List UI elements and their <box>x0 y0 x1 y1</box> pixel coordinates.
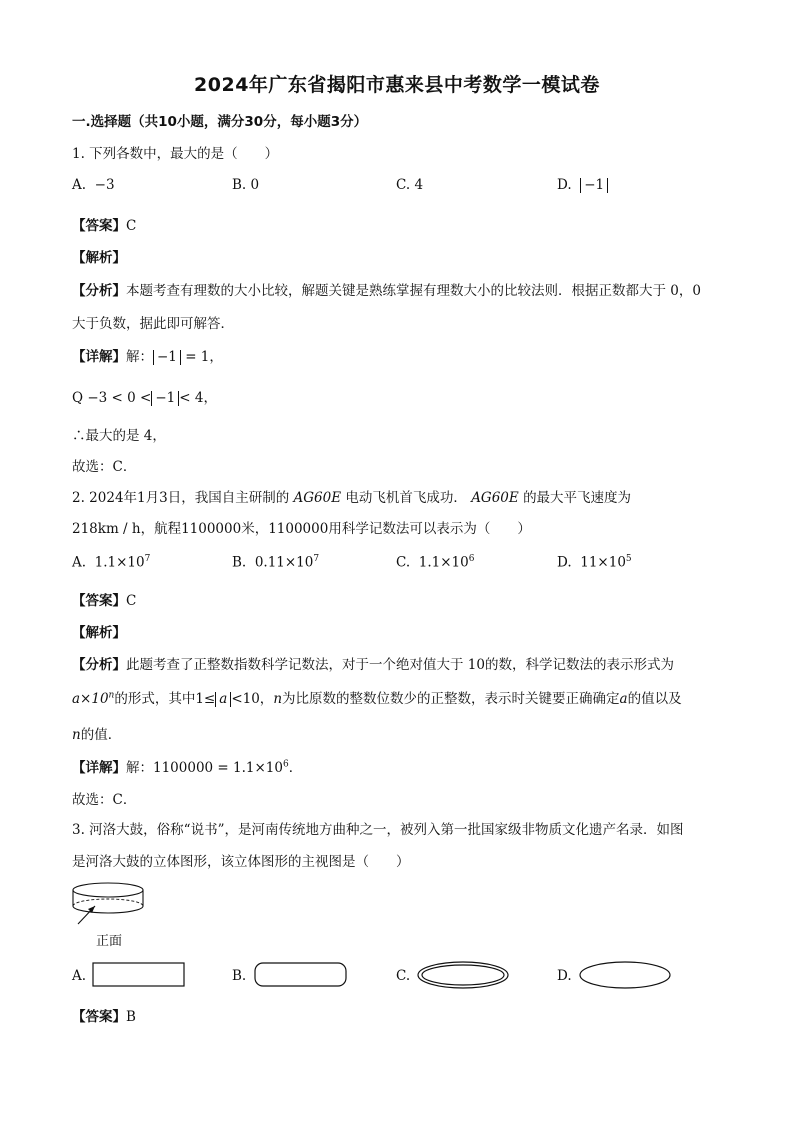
q3-option-c-label: C. <box>396 968 411 984</box>
q1-fenxi-line2: 大于负数，据此即可解答． <box>72 316 234 332</box>
q3-stem-line1: 3. 河洛大鼓，俗称“说书”，是河南传统地方曲种之一，被列入第一批国家级非物质文化遗产名录．如图 <box>72 822 684 838</box>
q1-analysis-tag: 【解析】 <box>72 250 126 266</box>
q2-stem-line2: 218km / h，航程1100000米，1100000用科学记数法可以表示为（ ） <box>72 521 531 537</box>
q2-fenxi-line3: n的值． <box>72 727 122 743</box>
q3-stem-line2: 是河洛大鼓的立体图形，该立体图形的主视图是（ ） <box>72 854 410 870</box>
q2-stem-line1: 2. 2024年1月3日，我国自主研制的 AG60E 电动飞机首飞成功． AG60E 的最大平飞速度为 <box>72 490 632 506</box>
q2-option-a: A. $1.1\times 10^7$ <box>72 554 151 571</box>
q2-analysis-tag: 【解析】 <box>72 625 126 641</box>
page-title: 2024年广东省揭阳市惠来县中考数学一模试卷 <box>194 74 600 96</box>
q1-detail: 【详解】解： −1 = 1， <box>72 349 223 365</box>
q3-option-a-rectangle <box>92 962 186 988</box>
q1-option-b: B. 0 <box>232 177 260 193</box>
q1-fenxi-line1: 【分析】本题考查有理数的大小比较，解题关键是熟练掌握有理数大小的比较法则．根据正数都大于 0，0 <box>72 283 701 299</box>
q2-fenxi-line2: $a\times 10^n$的形式，其中1≤ a <10，n为比原数的整数位数少的正整数，表示时关键要正确确定a的值以及 <box>72 690 682 707</box>
q1-answer: 【答案】C <box>72 218 137 234</box>
q1-choose: 故选：C． <box>72 459 137 475</box>
q1-option-a: A. −3 <box>72 177 115 193</box>
q1-option-d: D. −1 <box>557 177 608 193</box>
q1-stem: 1. 下列各数中，最大的是（ ） <box>72 146 279 162</box>
q3-option-d-label: D. <box>557 968 572 984</box>
q2-option-c: C. $1.1\times 10^6$ <box>396 554 475 571</box>
front-label: 正面 <box>96 934 123 949</box>
q3-option-b-rounded-rect <box>254 962 348 988</box>
q3-answer: 【答案】B <box>72 1009 136 1025</box>
q1-step3: ∴最大的是 4， <box>72 428 166 444</box>
q3-option-b-label: B. <box>232 968 247 984</box>
q3-option-a-label: A. <box>72 968 87 984</box>
section-heading: 一.选择题（共10小题，满分30分，每小题3分） <box>72 114 368 130</box>
q2-option-b: B. $0.11\times 10^7$ <box>232 554 320 571</box>
q2-fenxi-line1: 【分析】此题考查了正整数指数科学记数法，对于一个绝对值大于 10的数，科学记数法的表示形式为 <box>72 657 674 673</box>
q2-option-d: D. $11\times 10^5$ <box>557 554 632 571</box>
q2-answer: 【答案】C <box>72 593 137 609</box>
q3-option-c-double-ellipse <box>416 960 510 990</box>
q1-option-c: C. 4 <box>396 177 424 193</box>
q3-option-d-ellipse <box>578 960 672 990</box>
q2-choose: 故选：C． <box>72 792 137 808</box>
q2-detail: 【详解】解：$1100000 = 1.1\times 10^6$． <box>72 759 303 776</box>
q1-step2: Q −3 < 0 < −1 < 4， <box>72 390 217 406</box>
